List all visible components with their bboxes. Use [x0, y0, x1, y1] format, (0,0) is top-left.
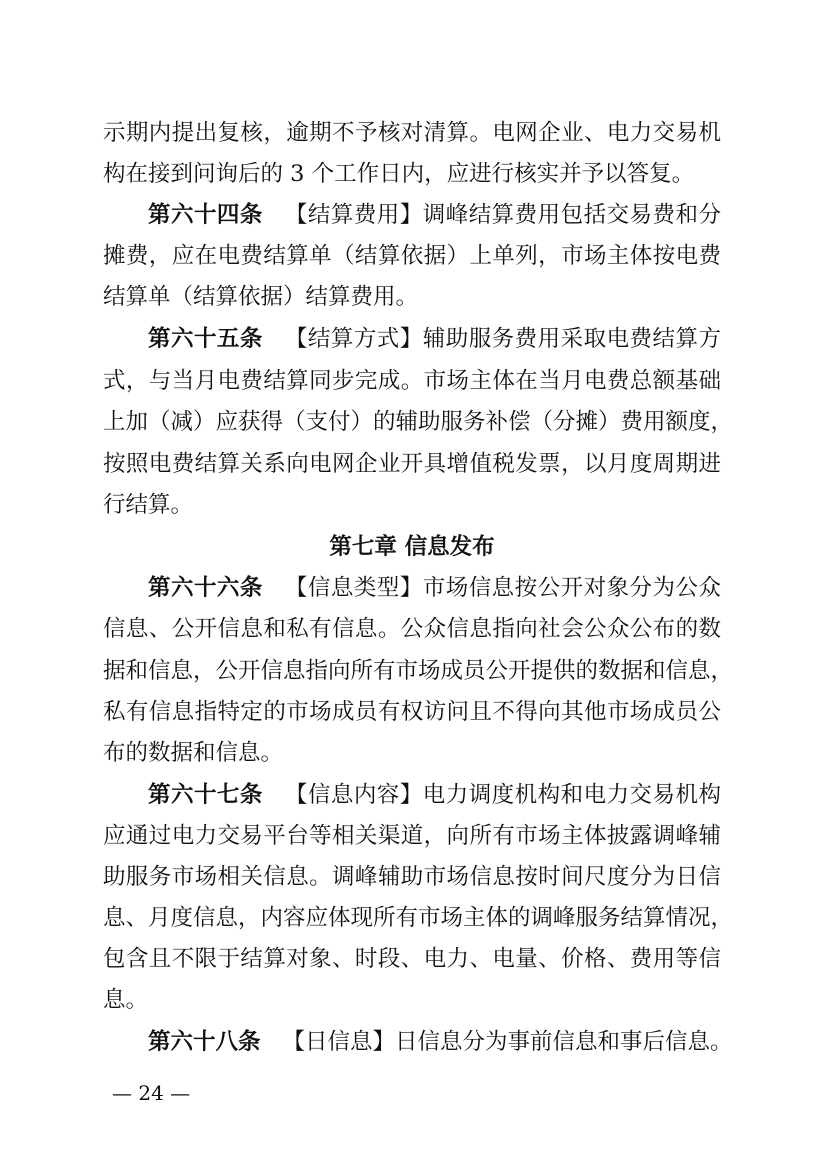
article-number: 第六十四条 [148, 202, 263, 228]
body-text-line: 应通过电力交易平台等相关渠道，向所有市场主体披露调峰辅 [103, 823, 721, 849]
article-number: 第六十五条 [148, 326, 263, 352]
article-number: 第六十七条 [148, 782, 263, 808]
article-text: 【日信息】日信息分为事前信息和事后信息。 [282, 1029, 733, 1055]
article-68 [148, 1027, 733, 1057]
article-text: 【结算方式】辅助服务费用采取电费结算方 [284, 326, 721, 352]
article-text: 【结算费用】调峰结算费用包括交易费和分 [284, 202, 721, 228]
chapter-title: 第七章 信息发布 [329, 534, 495, 560]
body-text-line: 信息、公开信息和私有信息。公众信息指向社会公众公布的数 [103, 616, 721, 642]
body-text-line: 摊费，应在电费结算单（结算依据）上单列，市场主体按电费 [103, 243, 721, 269]
article-67 [148, 780, 721, 810]
body-text-line: 示期内提出复核，逾期不予核对清算。电网企业、电力交易机 [103, 120, 721, 146]
body-text-line: 结算单（结算依据）结算费用。 [103, 284, 419, 310]
body-text-line: 按照电费结算关系向电网企业开具增值税发票，以月度周期进 [103, 451, 721, 477]
article-text: 【信息内容】电力调度机构和电力交易机构 [284, 782, 721, 808]
body-text-line: 息、月度信息，内容应体现所有市场主体的调峰服务结算情况， [103, 905, 734, 931]
article-number: 第六十八条 [148, 1029, 261, 1055]
article-64 [148, 200, 721, 230]
body-text-line: 布的数据和信息。 [103, 740, 284, 766]
page-number: — 24 — [112, 1081, 191, 1105]
article-65 [148, 324, 721, 354]
body-text-line: 包含且不限于结算对象、时段、电力、电量、价格、费用等信 [103, 946, 721, 972]
body-text-line: 行结算。 [103, 492, 194, 518]
article-number: 第六十六条 [148, 575, 263, 601]
body-text-line: 息。 [103, 987, 149, 1013]
article-text: 【信息类型】市场信息按公开对象分为公众 [284, 575, 721, 601]
body-text-line: 私有信息指特定的市场成员有权访问且不得向其他市场成员公 [103, 699, 721, 725]
body-text-line: 上加（减）应获得（支付）的辅助服务补偿（分摊）费用额度， [103, 409, 734, 435]
body-text-line: 式，与当月电费结算同步完成。市场主体在当月电费总额基础 [103, 368, 721, 394]
body-text-line: 据和信息，公开信息指向所有市场成员公开提供的数据和信息， [103, 658, 734, 684]
body-text-line: 助服务市场相关信息。调峰辅助市场信息按时间尺度分为日信 [103, 864, 721, 890]
article-66 [148, 573, 721, 603]
body-text-line: 构在接到问询后的 3 个工作日内，应进行核实并予以答复。 [103, 161, 695, 187]
